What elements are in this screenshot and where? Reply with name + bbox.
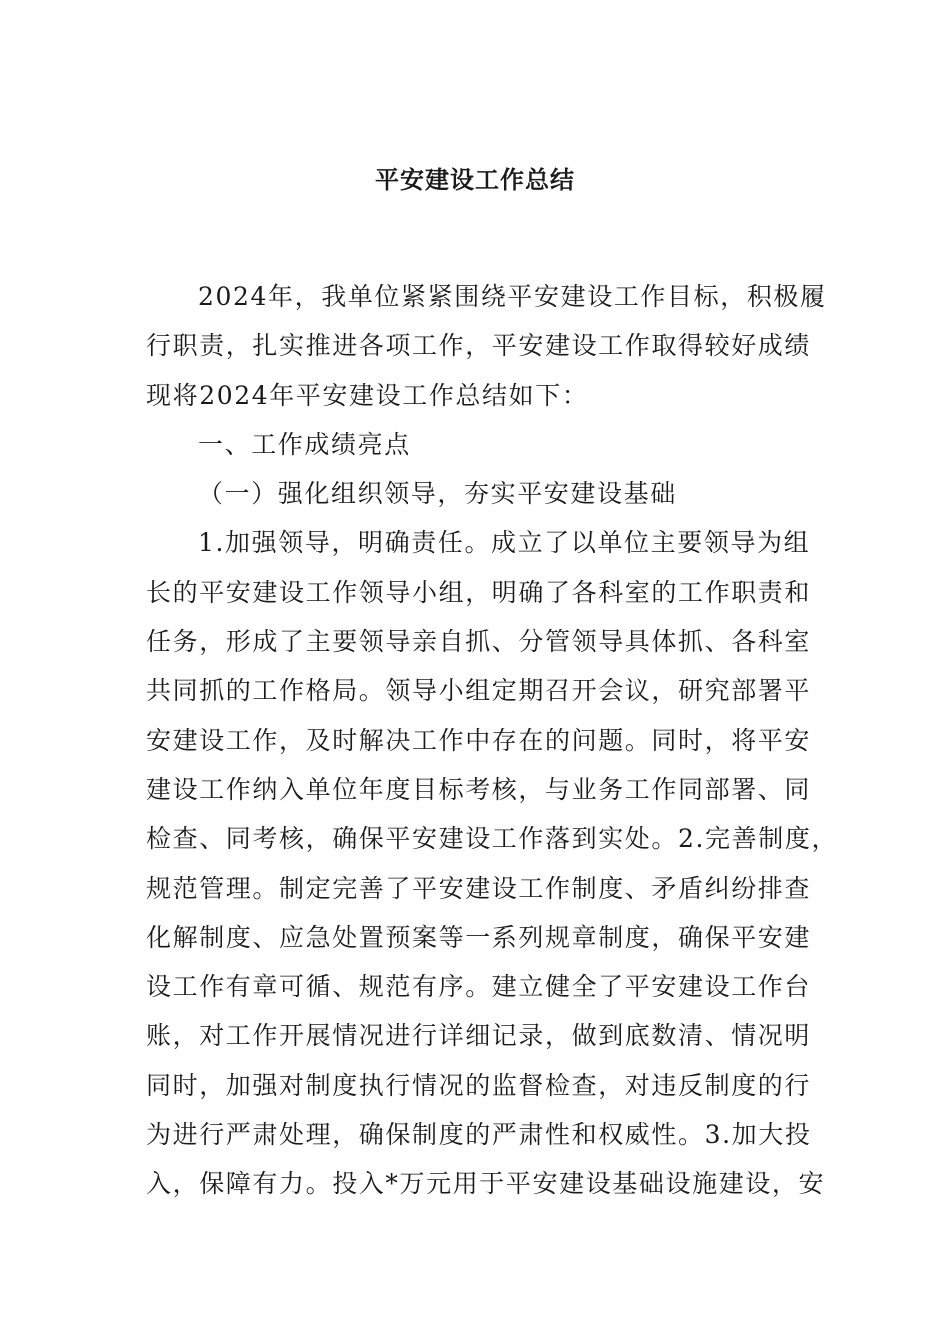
document-title: 平安建设工作总结	[375, 165, 575, 194]
paragraph-line: 现将2024年平安建设工作总结如下：	[146, 380, 589, 410]
paragraph-line: 检查、同考核，确保平安建设工作落到实处。2.完善制度，	[146, 824, 839, 854]
paragraph-line: 任务，形成了主要领导亲自抓、分管领导具体抓、各科室	[146, 627, 812, 657]
section-heading: 一、工作成绩亮点	[198, 429, 411, 459]
subsection-heading: （一）强化组织领导，夯实平安建设基础	[198, 479, 677, 509]
paragraph-line: 2024年，我单位紧紧围绕平安建设工作目标，积极履	[198, 282, 827, 311]
paragraph-line: 安建设工作，及时解决工作中存在的问题。同时，将平安	[146, 725, 812, 755]
paragraph-line: 行职责，扎实推进各项工作，平安建设工作取得较好成绩	[146, 331, 812, 361]
paragraph-line: 长的平安建设工作领导小组，明确了各科室的工作职责和	[146, 577, 812, 607]
paragraph-line: 1.加强领导，明确责任。成立了以单位主要领导为组	[198, 528, 811, 558]
paragraph-line: 同时，加强对制度执行情况的监督检查，对违反制度的行	[146, 1070, 812, 1100]
paragraph-line: 设工作有章可循、规范有序。建立健全了平安建设工作台	[146, 972, 812, 1002]
paragraph-line: 为进行严肃处理，确保制度的严肃性和权威性。3.加大投	[146, 1120, 812, 1150]
paragraph-line: 账，对工作开展情况进行详细记录，做到底数清、情况明	[146, 1021, 812, 1051]
paragraph-line: 建设工作纳入单位年度目标考核，与业务工作同部署、同	[146, 774, 812, 804]
paragraph-line: 共同抓的工作格局。领导小组定期召开会议，研究部署平	[146, 676, 812, 706]
paragraph-line: 入，保障有力。投入*万元用于平安建设基础设施建设，安	[146, 1169, 826, 1199]
paragraph-line: 规范管理。制定完善了平安建设工作制度、矛盾纠纷排查	[146, 873, 812, 903]
paragraph-line: 化解制度、应急处置预案等一系列规章制度，确保平安建	[146, 922, 812, 952]
document-body	[146, 277, 839, 1214]
